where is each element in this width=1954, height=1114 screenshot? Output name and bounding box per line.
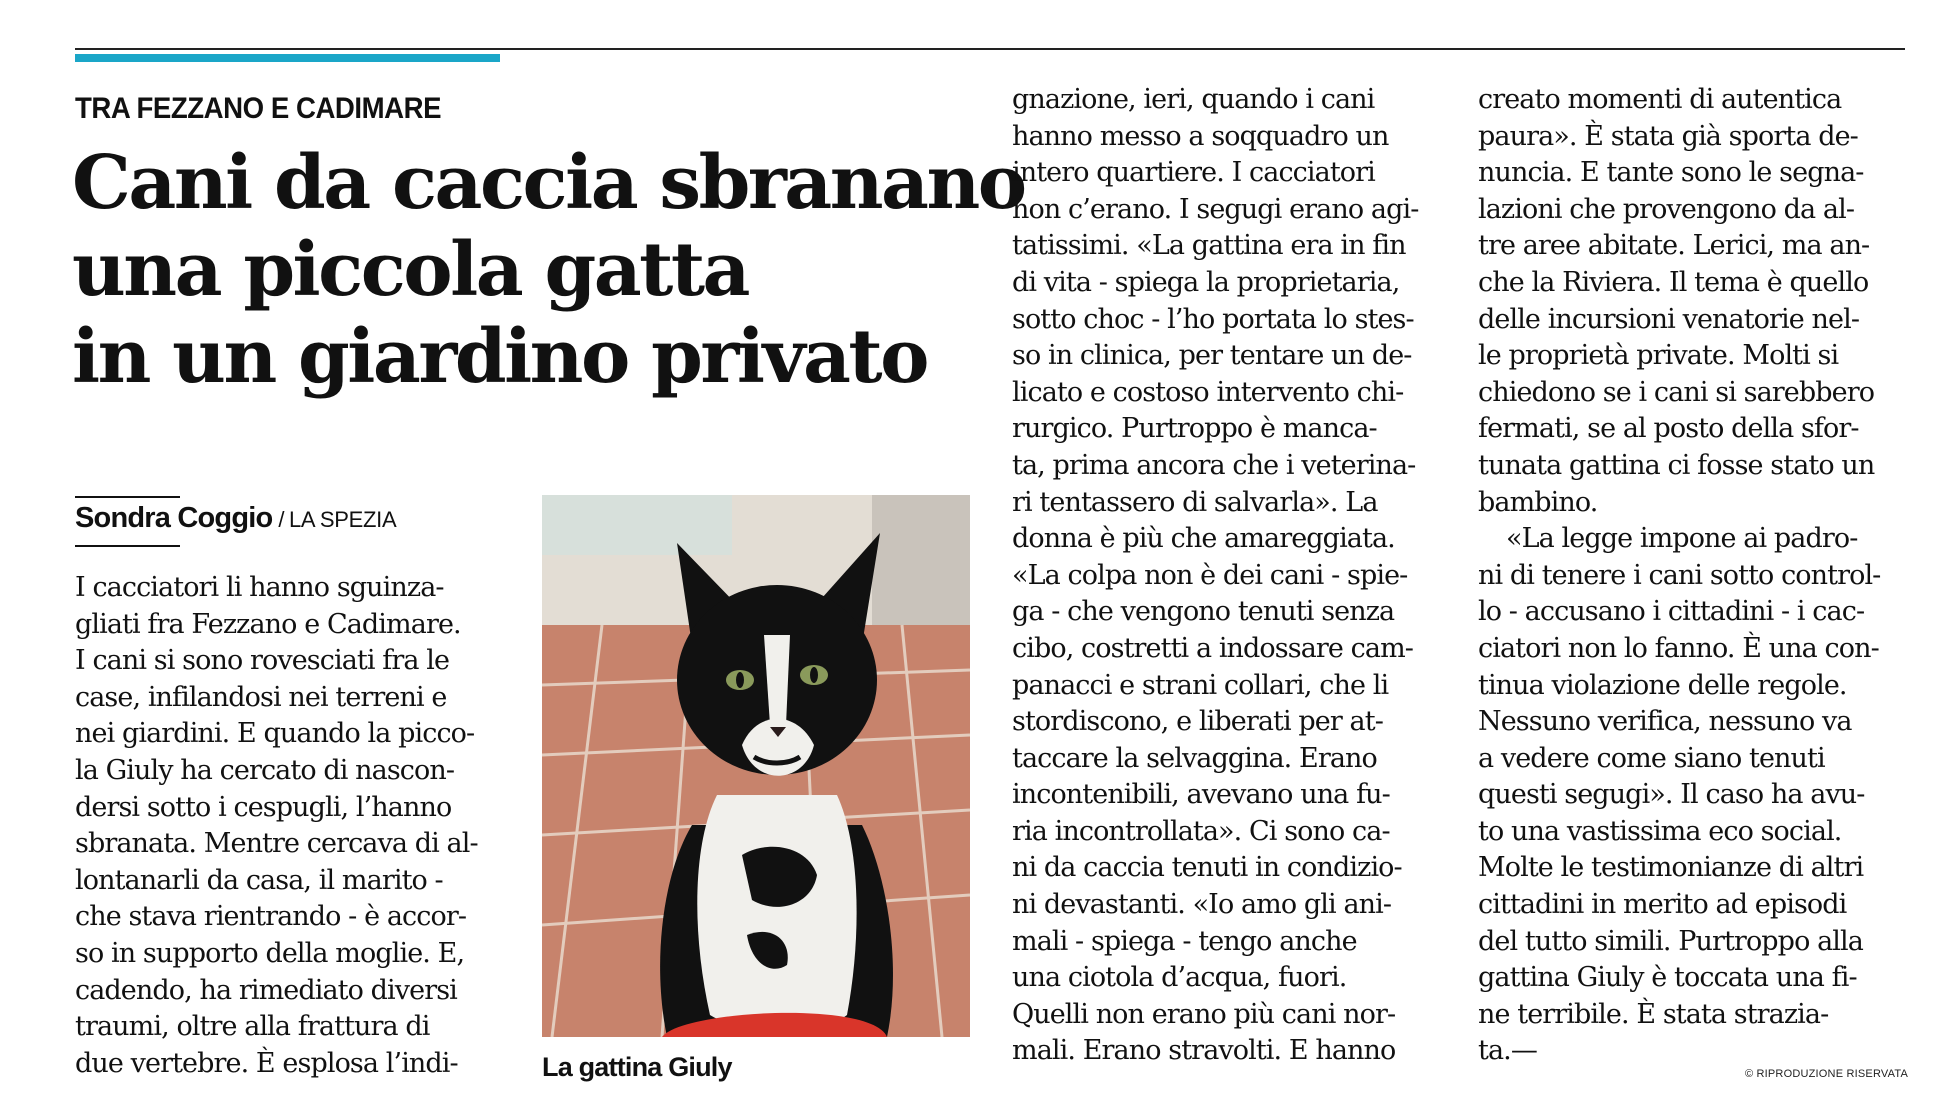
byline bbox=[75, 502, 396, 535]
text-line: Nessuno verifica, nessuno va bbox=[1478, 706, 1852, 738]
text-line: paura». È stata già sporta de- bbox=[1478, 120, 1858, 152]
kicker: TRA FEZZANO E CADIMARE bbox=[75, 92, 442, 125]
text-line: gattina Giuly è toccata una fi- bbox=[1478, 962, 1857, 994]
text-line: ne terribile. È stata strazia- bbox=[1478, 998, 1829, 1030]
text-line: «La legge impone ai padro- bbox=[1506, 523, 1858, 555]
top-rule bbox=[75, 48, 1905, 50]
headline-line-2: una piccola gatta bbox=[72, 227, 748, 313]
text-line: ni di tenere i cani sotto control- bbox=[1478, 559, 1881, 591]
text-line: Molte le testimonianze di altri bbox=[1478, 852, 1864, 884]
text-line: tatissimi. «La gattina era in fin bbox=[1012, 230, 1406, 262]
byline-rule-top bbox=[75, 496, 180, 498]
text-line: hanno messo a soqquadro un bbox=[1012, 120, 1389, 152]
dateline-location: LA SPEZIA bbox=[289, 507, 397, 532]
text-line: nei giardini. E quando la picco- bbox=[75, 718, 475, 750]
text-line: due vertebre. È esplosa l’indi- bbox=[75, 1047, 458, 1079]
text-line: so in supporto della moglie. E, bbox=[75, 937, 465, 969]
byline-rule-bottom bbox=[75, 545, 180, 547]
text-line: del tutto simili. Purtroppo alla bbox=[1478, 925, 1863, 957]
text-line: fermati, se al posto della sfor- bbox=[1478, 413, 1859, 445]
text-line: ciatori non lo fanno. È una con- bbox=[1478, 632, 1879, 664]
text-line: lontanarli da casa, il marito - bbox=[75, 864, 443, 896]
text-line: di vita - spiega la proprietaria, bbox=[1012, 266, 1400, 298]
text-line: dersi sotto i cespugli, l’hanno bbox=[75, 791, 452, 823]
text-line: rurgico. Purtroppo è manca- bbox=[1012, 413, 1377, 445]
text-line: non c’erano. I segugi erano agi- bbox=[1012, 193, 1419, 225]
text-line: ni da caccia tenuti in condizio- bbox=[1012, 852, 1402, 884]
text-line: che stava rientrando - è accor- bbox=[75, 901, 467, 933]
text-line: lo - accusano i cittadini - i cac- bbox=[1478, 596, 1865, 628]
text-line: intero quartiere. I cacciatori bbox=[1012, 157, 1375, 189]
text-line: che la Riviera. Il tema è quello bbox=[1478, 266, 1869, 298]
text-line: sbranata. Mentre cercava di al- bbox=[75, 828, 478, 860]
text-line: nuncia. E tante sono le segna- bbox=[1478, 157, 1864, 189]
text-line: delle incursioni venatorie nel- bbox=[1478, 303, 1860, 335]
text-line: mali. Erano stravolti. E hanno bbox=[1012, 1035, 1396, 1067]
text-line: ria incontrollata». Ci sono ca- bbox=[1012, 815, 1390, 847]
text-line: cadendo, ha rimediato diversi bbox=[75, 974, 457, 1006]
text-line: ri tentassero di salvarla». La bbox=[1012, 486, 1378, 518]
headline-line-3: in un giardino privato bbox=[72, 314, 927, 400]
text-line: ni devastanti. «Io amo gli ani- bbox=[1012, 889, 1392, 921]
text-line: questi segugi». Il caso ha avu- bbox=[1478, 779, 1865, 811]
body-column-1 bbox=[75, 570, 503, 1082]
text-line: so in clinica, per tentare un de- bbox=[1012, 340, 1412, 372]
text-line: creato momenti di autentica bbox=[1478, 84, 1842, 115]
body-column-2 bbox=[1012, 82, 1444, 1070]
text-line: a vedere come siano tenuti bbox=[1478, 742, 1825, 774]
text-line: ta.— bbox=[1478, 1035, 1537, 1067]
headline-line-1: Cani da caccia sbranano bbox=[72, 140, 1025, 226]
text-line: to una vastissima eco social. bbox=[1478, 815, 1842, 847]
text-line: I cani si sono rovesciati fra le bbox=[75, 645, 450, 677]
body-column-3 bbox=[1478, 82, 1910, 1070]
text-line: sotto choc - l’ho portata lo stes- bbox=[1012, 303, 1414, 335]
text-line: Quelli non erano più cani nor- bbox=[1012, 998, 1396, 1030]
text-line: panacci e strani collari, che li bbox=[1012, 669, 1389, 701]
text-line: stordiscono, e liberati per at- bbox=[1012, 706, 1383, 738]
text-line: bambino. bbox=[1478, 486, 1598, 518]
photo-caption: La gattina Giuly bbox=[542, 1052, 732, 1082]
byline-separator: / bbox=[278, 507, 285, 532]
text-line: case, infilandosi nei terreni e bbox=[75, 681, 447, 713]
text-line: ga - che vengono tenuti senza bbox=[1012, 596, 1395, 628]
text-line: cibo, costretti a indossare cam- bbox=[1012, 632, 1414, 664]
text-line: ta, prima ancora che i veterina- bbox=[1012, 449, 1416, 481]
text-line: I cacciatori li hanno sguinza- bbox=[75, 572, 444, 603]
text-line: una ciotola d’acqua, fuori. bbox=[1012, 962, 1347, 994]
text-line: tunata gattina ci fosse stato un bbox=[1478, 449, 1875, 481]
cat-illustration bbox=[542, 495, 970, 1037]
text-line: la Giuly ha cercato di nascon- bbox=[75, 754, 455, 786]
text-line: tre aree abitate. Lerici, ma an- bbox=[1478, 230, 1870, 262]
text-line: mali - spiega - tengo anche bbox=[1012, 925, 1357, 957]
text-line: traumi, oltre alla frattura di bbox=[75, 1011, 430, 1043]
section-accent-bar bbox=[75, 54, 500, 62]
text-line: gnazione, ieri, quando i cani bbox=[1012, 84, 1375, 115]
cat-photo bbox=[542, 495, 970, 1037]
text-line: donna è più che amareggiata. bbox=[1012, 523, 1395, 555]
text-line: licato e costoso intervento chi- bbox=[1012, 376, 1404, 408]
author-name: Sondra Coggio bbox=[75, 502, 273, 534]
text-line: incontenibili, avevano una fu- bbox=[1012, 779, 1390, 811]
text-line: chiedono se i cani si sarebbero bbox=[1478, 376, 1875, 408]
copyright-notice: © RIPRODUZIONE RISERVATA bbox=[1744, 1068, 1908, 1080]
headline bbox=[72, 140, 1032, 401]
text-line: le proprietà private. Molti si bbox=[1478, 340, 1839, 372]
text-line: gliati fra Fezzano e Cadimare. bbox=[75, 608, 461, 640]
text-line: «La colpa non è dei cani - spie- bbox=[1012, 559, 1408, 591]
text-line: cittadini in merito ad episodi bbox=[1478, 889, 1847, 921]
text-line: lazioni che provengono da al- bbox=[1478, 193, 1855, 225]
text-line: taccare la selvaggina. Erano bbox=[1012, 742, 1377, 774]
text-line: tinua violazione delle regole. bbox=[1478, 669, 1847, 701]
